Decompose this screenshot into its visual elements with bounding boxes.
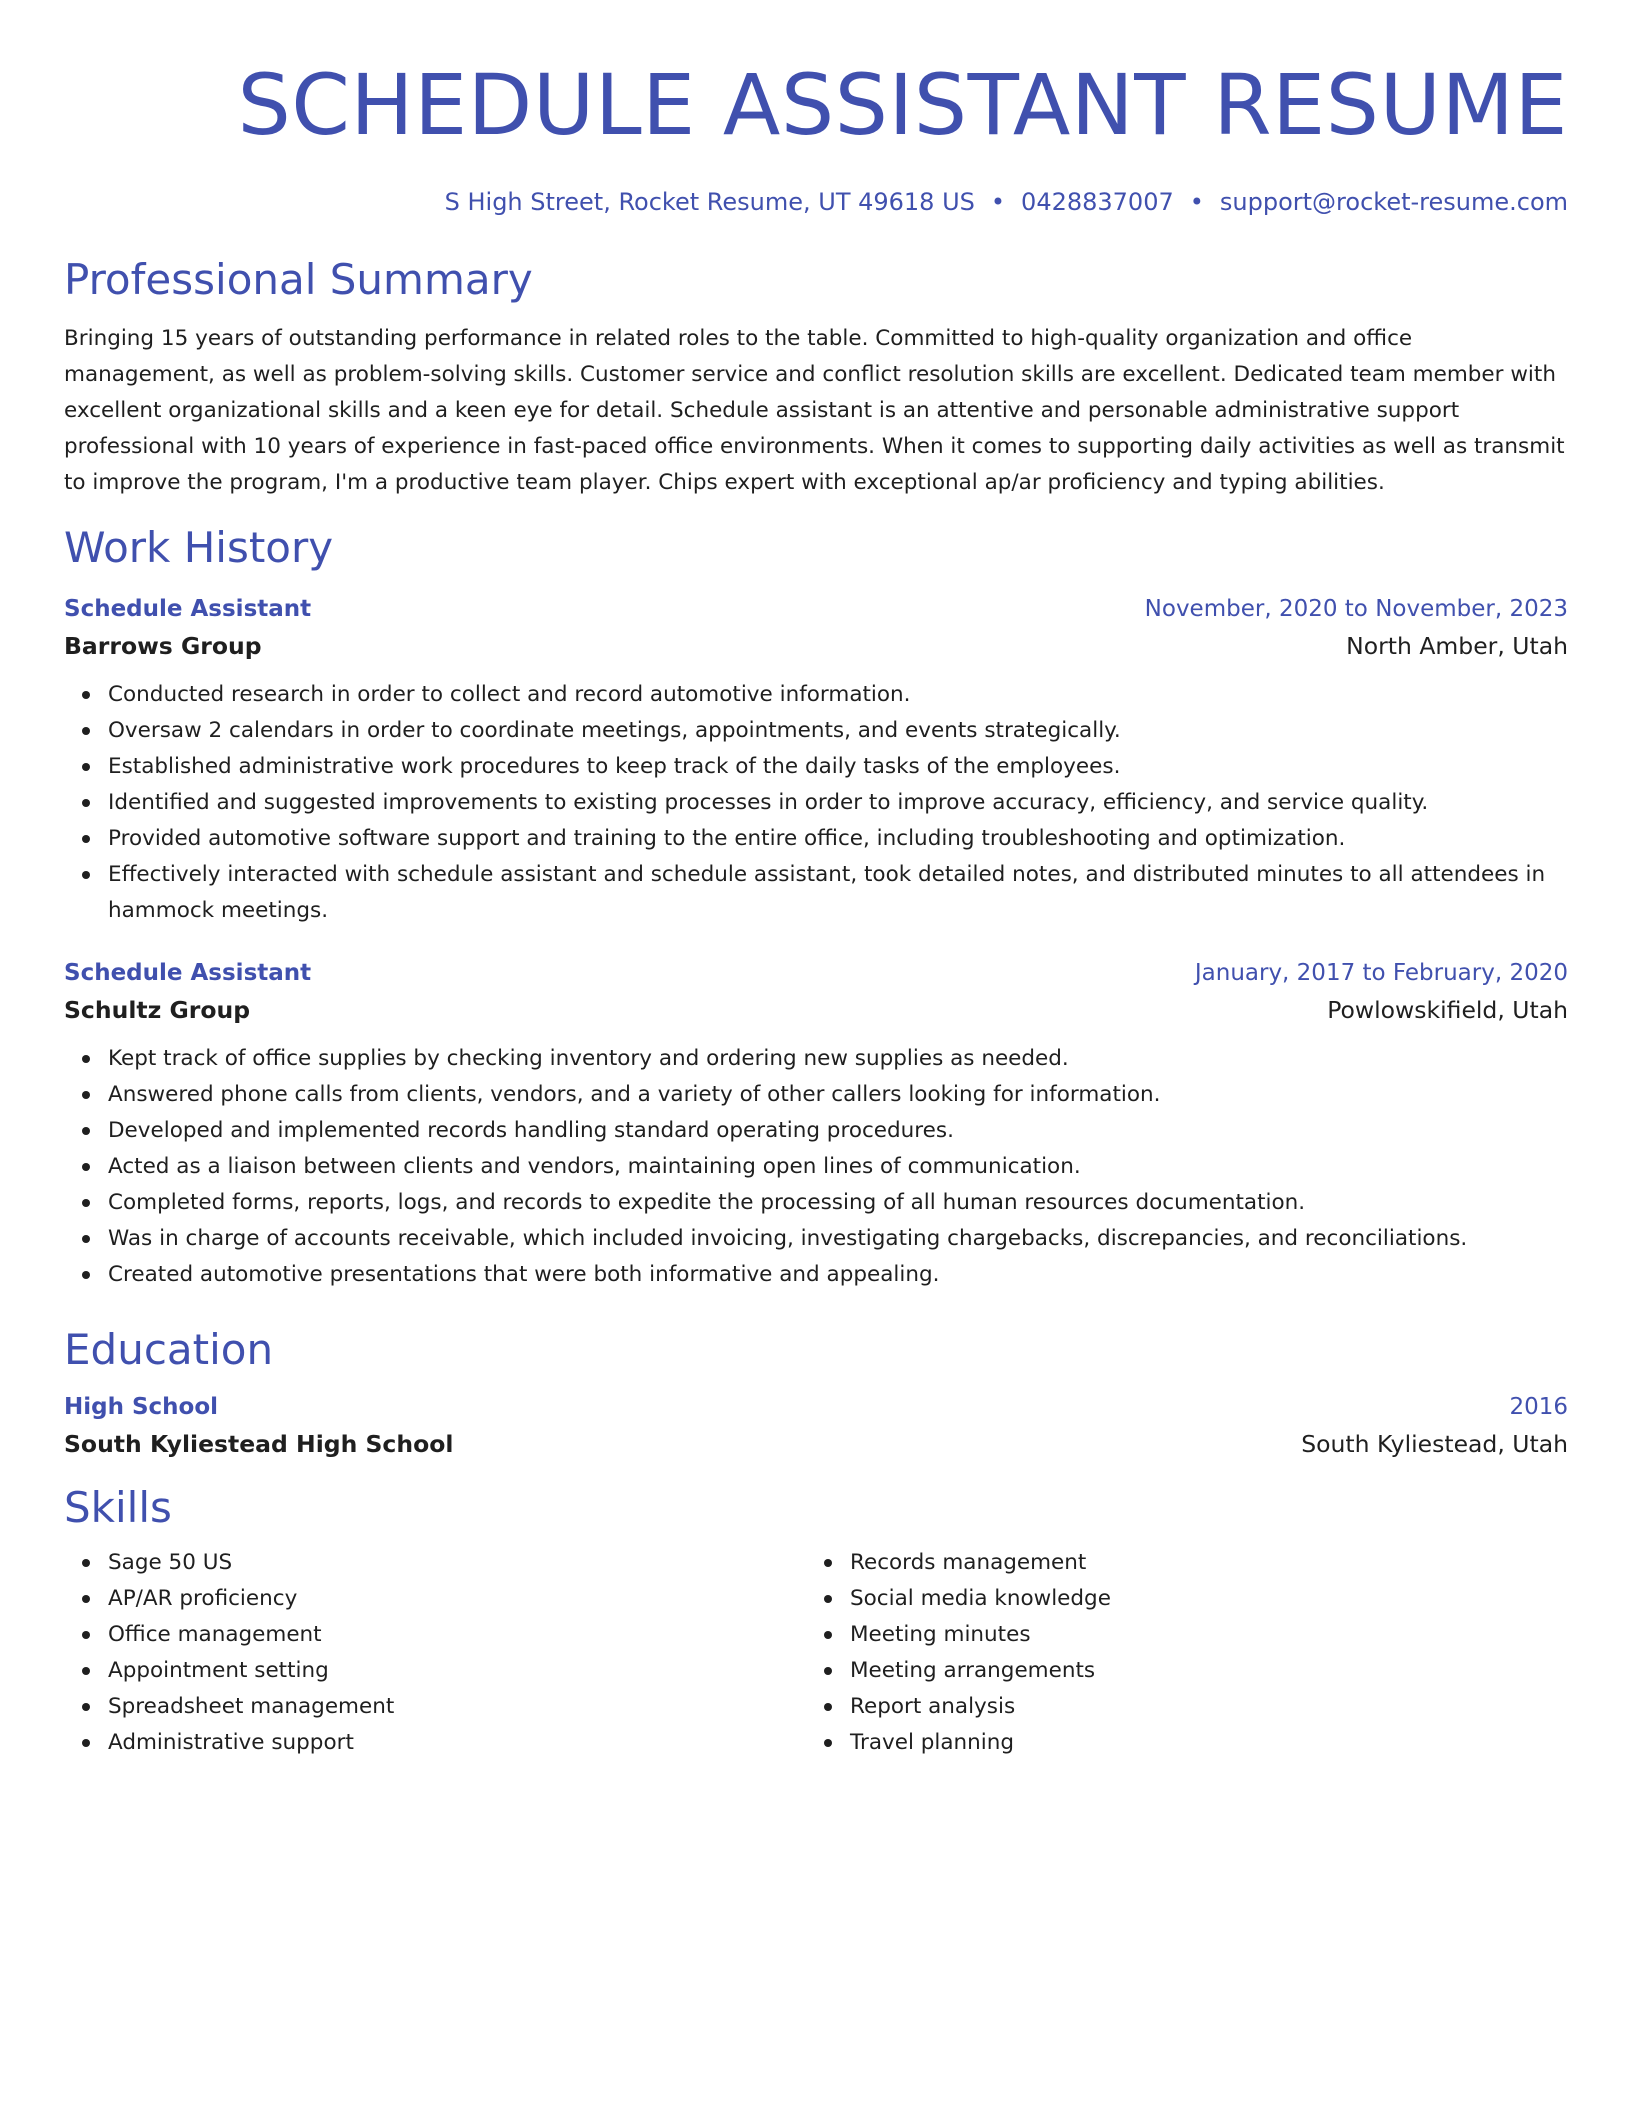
job-bullets bbox=[64, 677, 1568, 929]
education-degree: High School bbox=[64, 1394, 219, 1420]
contact-email: support@rocket-resume.com bbox=[1219, 188, 1568, 216]
resume-header bbox=[64, 55, 1568, 217]
job-entry bbox=[64, 955, 1568, 1293]
job-location: Powlowskifield, Utah bbox=[1327, 996, 1568, 1024]
skill-item: AP/AR proficiency bbox=[108, 1581, 806, 1617]
skill-item: Office management bbox=[108, 1617, 806, 1653]
job-bullet: Developed and implemented records handling standard operating procedures. bbox=[108, 1113, 1568, 1149]
contact-separator: • bbox=[990, 188, 1006, 216]
section-title-skills: Skills bbox=[64, 1483, 172, 1532]
job-header-row bbox=[64, 955, 1568, 991]
skill-item: Report analysis bbox=[850, 1689, 1548, 1725]
job-company-row bbox=[64, 991, 1568, 1029]
job-location: North Amber, Utah bbox=[1346, 632, 1568, 660]
contact-phone: 0428837007 bbox=[1021, 188, 1174, 216]
skills-list-right bbox=[806, 1545, 1548, 1761]
job-bullet: Created automotive presentations that were both informative and appealing. bbox=[108, 1257, 1568, 1293]
skill-item: Administrative support bbox=[108, 1725, 806, 1761]
education-school: South Kyliestead High School bbox=[64, 1430, 454, 1458]
section-title-education: Education bbox=[64, 1325, 274, 1374]
skill-item: Travel planning bbox=[850, 1725, 1548, 1761]
job-bullet: Acted as a liaison between clients and vendors, maintaining open lines of communication. bbox=[108, 1149, 1568, 1185]
education-location: South Kyliestead, Utah bbox=[1301, 1430, 1568, 1458]
skill-item: Records management bbox=[850, 1545, 1548, 1581]
resume-title: SCHEDULE ASSISTANT RESUME bbox=[237, 56, 1568, 154]
job-company: Schultz Group bbox=[64, 996, 251, 1024]
resume-page bbox=[64, 0, 1568, 1761]
education-entry bbox=[64, 1389, 1568, 1463]
education-header-row bbox=[64, 1389, 1568, 1425]
job-bullet: Identified and suggested improvements to existing processes in order to improve accuracy, efficiency, and service quality. bbox=[108, 785, 1568, 821]
education-school-row bbox=[64, 1425, 1568, 1463]
contact-separator: • bbox=[1189, 188, 1204, 216]
job-bullet: Oversaw 2 calendars in order to coordinate meetings, appointments, and events strategically. bbox=[108, 713, 1568, 749]
skills-columns bbox=[64, 1545, 1568, 1761]
section-title-professional-summary: Professional Summary bbox=[64, 255, 533, 304]
job-dates: January, 2017 to February, 2020 bbox=[1194, 960, 1568, 986]
job-entry bbox=[64, 591, 1568, 929]
skill-item: Appointment setting bbox=[108, 1653, 806, 1689]
skill-item: Sage 50 US bbox=[108, 1545, 806, 1581]
job-bullet: Answered phone calls from clients, vendors, and a variety of other callers looking for information. bbox=[108, 1077, 1568, 1113]
job-header-row bbox=[64, 591, 1568, 627]
skill-item: Spreadsheet management bbox=[108, 1689, 806, 1725]
skill-item: Meeting arrangements bbox=[850, 1653, 1548, 1689]
job-dates: November, 2020 to November, 2023 bbox=[1144, 596, 1568, 622]
education-year: 2016 bbox=[1509, 1394, 1568, 1420]
job-bullet: Conducted research in order to collect and record automotive information. bbox=[108, 677, 1568, 713]
job-bullet: Was in charge of accounts receivable, which included invoicing, investigating chargebacks, discrepancies, and reconciliations. bbox=[108, 1221, 1568, 1257]
job-bullet: Provided automotive software support and training to the entire office, including troubleshooting and optimization. bbox=[108, 821, 1568, 857]
job-company: Barrows Group bbox=[64, 632, 262, 660]
job-bullet: Kept track of office supplies by checking inventory and ordering new supplies as needed. bbox=[108, 1041, 1568, 1077]
job-bullets bbox=[64, 1041, 1568, 1293]
job-bullet: Effectively interacted with schedule assistant and schedule assistant, took detailed notes, and distributed minutes to all attendees in hammock meetings. bbox=[108, 857, 1568, 929]
job-bullet: Established administrative work procedures to keep track of the daily tasks of the employees. bbox=[108, 749, 1568, 785]
job-company-row bbox=[64, 627, 1568, 665]
summary-text: Bringing 15 years of outstanding performance in related roles to the table. Committed to high-quality organization and office management, as well as problem-solving skills. Customer service and conflict resolution skills are excellent. Dedicated team member with excellent organizational skills and a keen eye for detail. Schedule assistant is an attentive and personable administrative support professional with 10 years of experience in fast-paced office environments. When it comes to supporting daily activities as well as transmit to improve the program, I'm a productive team player. Chips expert with exceptional ap/ar proficiency and typing abilities. bbox=[64, 326, 1565, 495]
job-bullet: Completed forms, reports, logs, and records to expedite the processing of all human resources documentation. bbox=[108, 1185, 1568, 1221]
section-title-work-history: Work History bbox=[64, 523, 334, 572]
skills-list-left bbox=[64, 1545, 806, 1761]
skill-item: Social media knowledge bbox=[850, 1581, 1548, 1617]
contact-address: S High Street, Rocket Resume, UT 49618 US bbox=[444, 188, 975, 216]
skill-item: Meeting minutes bbox=[850, 1617, 1548, 1653]
job-role: Schedule Assistant bbox=[64, 960, 312, 986]
contact-line bbox=[64, 187, 1568, 217]
job-role: Schedule Assistant bbox=[64, 596, 312, 622]
